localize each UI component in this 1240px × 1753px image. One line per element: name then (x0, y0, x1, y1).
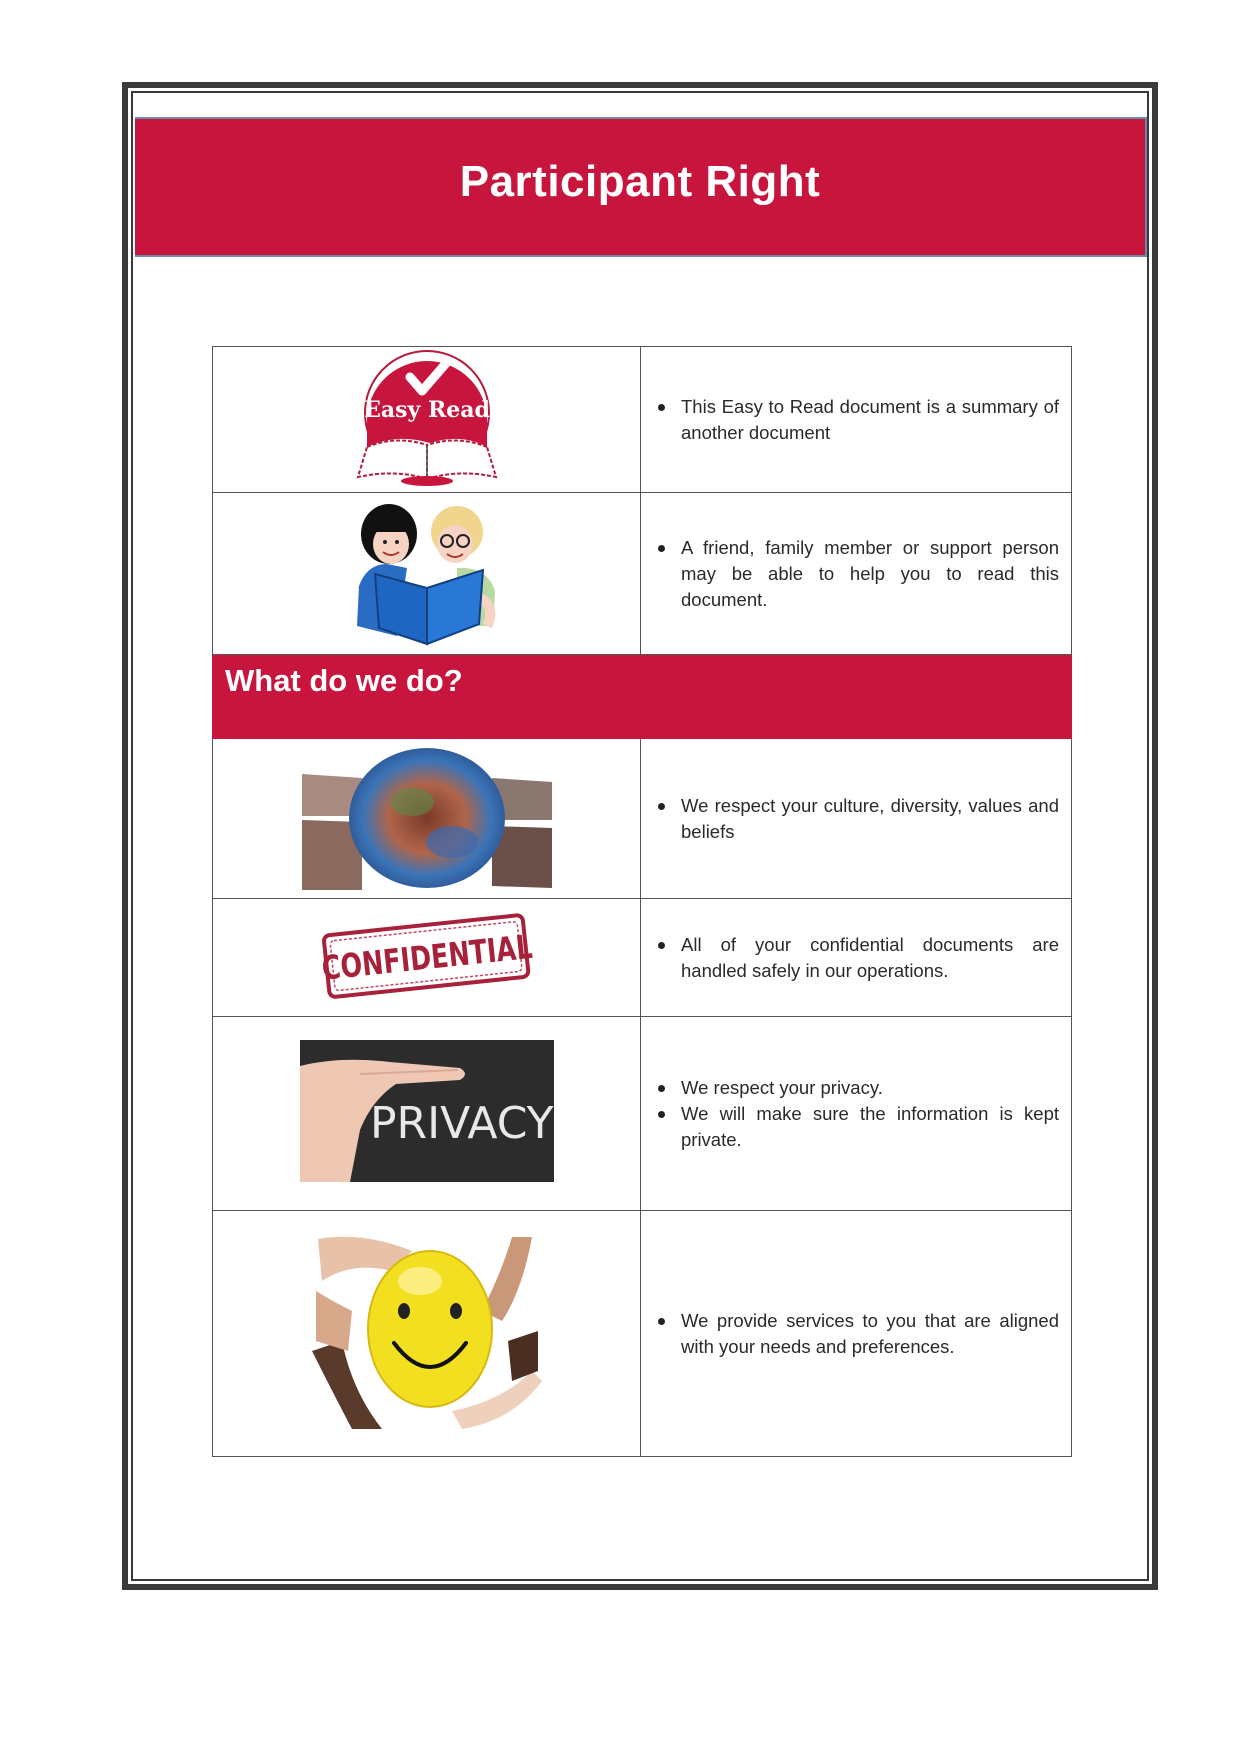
table-row (213, 347, 1072, 493)
table-row (213, 899, 1072, 1017)
table-row (213, 1017, 1072, 1211)
svg-text:Easy Read: Easy Read (363, 397, 490, 423)
text-cell (641, 347, 1072, 493)
image-cell (213, 1017, 641, 1211)
smiley-face-hands-icon (312, 1231, 542, 1436)
title-banner (135, 117, 1147, 257)
image-cell (213, 347, 641, 493)
bullet-list (651, 932, 1059, 984)
section-heading: What do we do? (225, 663, 463, 698)
bullet-item: We respect your privacy. (651, 1075, 1059, 1101)
bullet-item: We provide services to you that are aligned with your needs and preferences. (651, 1308, 1059, 1360)
table-row (213, 1211, 1072, 1457)
easy-read-table (212, 346, 1072, 1457)
text-cell (641, 1017, 1072, 1211)
table-row (213, 739, 1072, 899)
page-title: Participant Right (459, 157, 821, 206)
bullet-item: A friend, family member or support person may be able to help you to read this document. (651, 535, 1059, 613)
svg-text:CONFIDENTIAL: CONFIDENTIAL (319, 927, 534, 988)
bullet-item: We respect your culture, diversity, values and beliefs (651, 793, 1059, 845)
image-cell (213, 1211, 641, 1457)
text-cell (641, 899, 1072, 1017)
bullet-list (651, 394, 1059, 446)
bullet-list (651, 793, 1059, 845)
image-cell (213, 739, 641, 899)
bullet-list (651, 1308, 1059, 1360)
section-header-row (213, 655, 1072, 739)
section-header-cell (213, 655, 1072, 739)
privacy-chalkboard-icon (300, 1040, 554, 1187)
bullet-item: This Easy to Read document is a summary of another document (651, 394, 1059, 446)
children-reading-book-icon (337, 496, 517, 651)
text-cell (641, 1211, 1072, 1457)
text-cell (641, 493, 1072, 655)
bullet-item: All of your confidential documents are handled safely in our operations. (651, 932, 1059, 984)
image-cell (213, 899, 641, 1017)
table-row (213, 493, 1072, 655)
svg-text:PRIVACY: PRIVACY (369, 1098, 554, 1149)
bullet-item: We will make sure the information is kept private. (651, 1101, 1059, 1153)
bullet-list (651, 535, 1059, 613)
easy-read-logo-icon (352, 347, 502, 492)
bullet-list (651, 1075, 1059, 1153)
confidential-stamp-icon (312, 905, 542, 1010)
image-cell (213, 493, 641, 655)
text-cell (641, 739, 1072, 899)
hands-holding-globe-icon (302, 742, 552, 895)
